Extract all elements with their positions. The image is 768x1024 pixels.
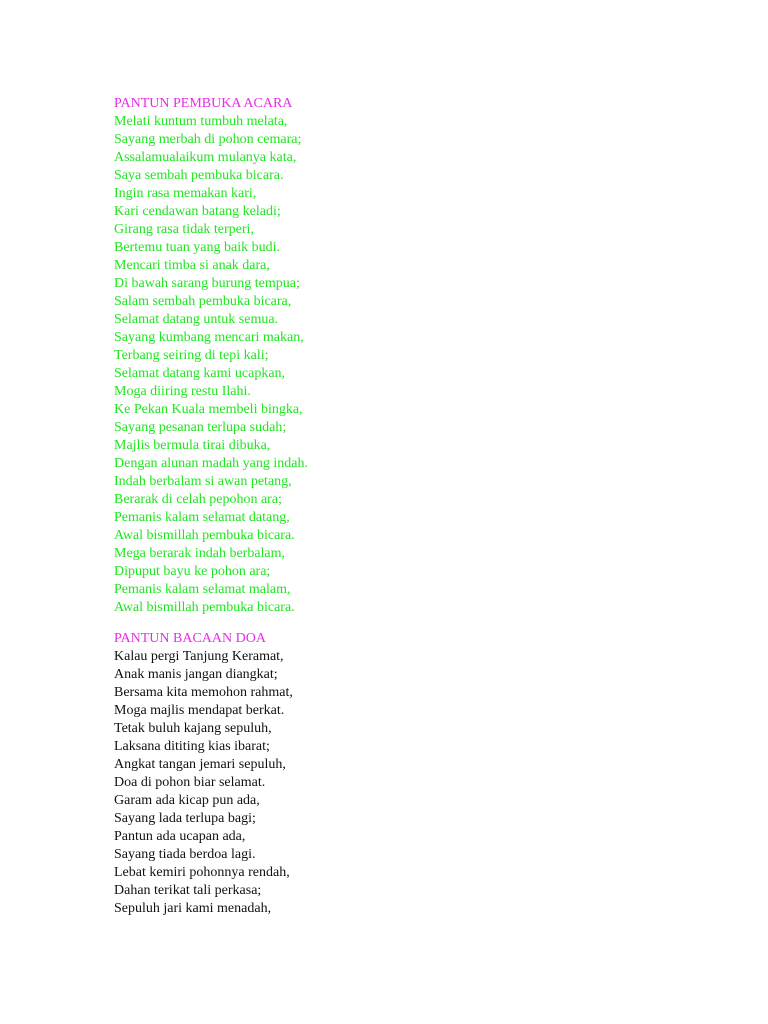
verse-line: Sayang lada terlupa bagi; — [114, 811, 256, 826]
verse-line: Berarak di celah pepohon ara; — [114, 492, 282, 507]
verse-line: Sayang pesanan terlupa sudah; — [114, 420, 287, 435]
verse-line: Sepuluh jari kami menadah, — [114, 901, 272, 916]
verse-line: Kalau pergi Tanjung Keramat, — [114, 649, 284, 664]
verse-line: Angkat tangan jemari sepuluh, — [114, 757, 286, 772]
verse-line: Bertemu tuan yang baik budi. — [114, 240, 281, 255]
verse-line: Dahan terikat tali perkasa; — [114, 883, 262, 898]
verse-line: Mencari timba si anak dara, — [114, 258, 270, 273]
section-heading: PANTUN PEMBUKA ACARA — [114, 96, 293, 111]
verse-line: Ingin rasa memakan kari, — [114, 186, 257, 201]
verse-list — [114, 648, 734, 918]
verse-list — [114, 113, 734, 617]
section-pantun-pembuka-acara — [114, 95, 734, 617]
verse-line: Terbang seiring di tepi kali; — [114, 348, 269, 363]
verse-line: Pantun ada ucapan ada, — [114, 829, 246, 844]
section-pantun-bacaan-doa — [114, 630, 734, 918]
verse-line: Di bawah sarang burung tempua; — [114, 276, 300, 291]
verse-line: Dipuput bayu ke pohon ara; — [114, 564, 271, 579]
verse-line: Pemanis kalam selamat malam, — [114, 582, 291, 597]
verse-line: Lebat kemiri pohonnya rendah, — [114, 865, 290, 880]
verse-line: Doa di pohon biar selamat. — [114, 775, 266, 790]
verse-line: Tetak buluh kajang sepuluh, — [114, 721, 272, 736]
verse-line: Laksana dititing kias ibarat; — [114, 739, 270, 754]
verse-line: Moga diiring restu Ilahi. — [114, 384, 251, 399]
verse-line: Sayang tiada berdoa lagi. — [114, 847, 256, 862]
verse-line: Melati kuntum tumbuh melata, — [114, 114, 288, 129]
verse-line: Moga majlis mendapat berkat. — [114, 703, 285, 718]
verse-line: Majlis bermula tirai dibuka, — [114, 438, 271, 453]
section-heading: PANTUN BACAAN DOA — [114, 631, 266, 646]
verse-line: Assalamualaikum mulanya kata, — [114, 150, 297, 165]
verse-line: Sayang kumbang mencari makan, — [114, 330, 304, 345]
verse-line: Indah berbalam si awan petang, — [114, 474, 292, 489]
verse-line: Awal bismillah pembuka bicara. — [114, 600, 295, 615]
verse-line: Saya sembah pembuka bicara. — [114, 168, 284, 183]
verse-line: Pemanis kalam selamat datang, — [114, 510, 290, 525]
verse-line: Salam sembah pembuka bicara, — [114, 294, 292, 309]
verse-line: Bersama kita memohon rahmat, — [114, 685, 293, 700]
verse-line: Sayang merbah di pohon cemara; — [114, 132, 302, 147]
verse-line: Garam ada kicap pun ada, — [114, 793, 260, 808]
verse-line: Mega berarak indah berbalam, — [114, 546, 286, 561]
verse-line: Dengan alunan madah yang indah. — [114, 456, 308, 471]
verse-line: Awal bismillah pembuka bicara. — [114, 528, 295, 543]
verse-line: Selamat datang kami ucapkan, — [114, 366, 286, 381]
verse-line: Kari cendawan batang keladi; — [114, 204, 281, 219]
verse-line: Anak manis jangan diangkat; — [114, 667, 278, 682]
verse-line: Ke Pekan Kuala membeli bingka, — [114, 402, 303, 417]
verse-line: Girang rasa tidak terperi, — [114, 222, 254, 237]
verse-line: Selamat datang untuk semua. — [114, 312, 279, 327]
